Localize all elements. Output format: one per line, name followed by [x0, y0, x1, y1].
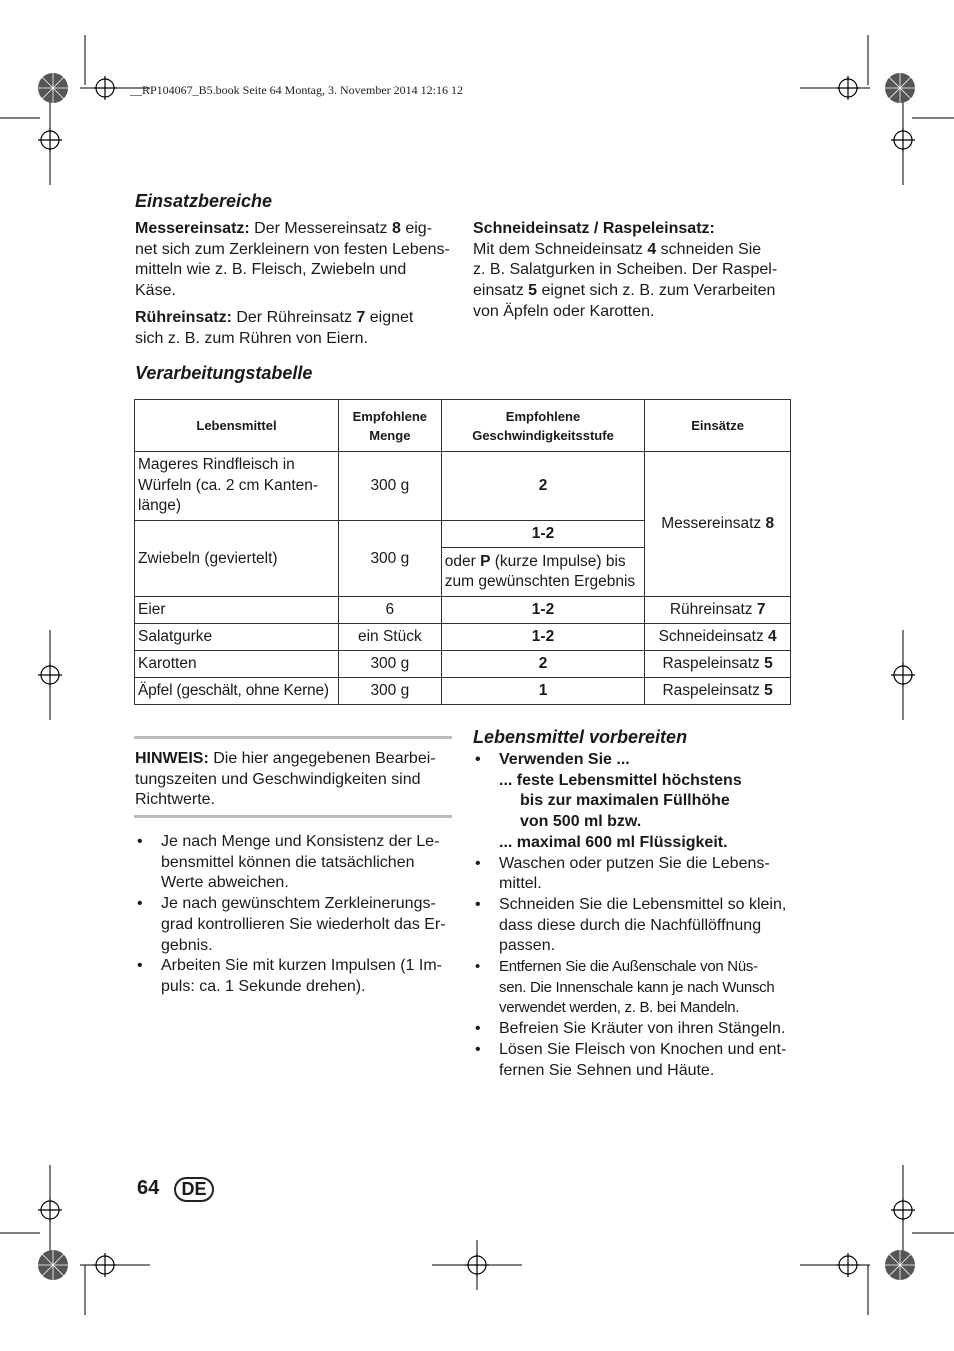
cell-insert [645, 624, 791, 651]
food-line: länge) [138, 497, 182, 515]
header-menge [338, 400, 441, 452]
insert-text: Rühreinsatz [669, 601, 757, 618]
item-line: Schneiden Sie die Lebensmittel so klein, [499, 895, 787, 913]
insert-num: 5 [764, 682, 773, 699]
section-title-einsatzbereiche: Einsatzbereiche [135, 191, 273, 211]
item-line: ... maximal 600 ml Flüssigkeit. [499, 833, 728, 851]
item-line: sen. Die Innenschale kann je nach Wunsch [499, 978, 775, 996]
item-line: dass diese durch die Nachfüllöffnung [499, 916, 762, 934]
table-row [135, 624, 791, 651]
bullet: • [475, 751, 481, 768]
ruehr-line: sich z. B. zum Rühren von Eiern. [135, 329, 368, 347]
cell-food: Äpfel (geschält, ohne Kerne) [135, 678, 339, 705]
cell-qty: 300 g [338, 678, 441, 705]
processing-table [134, 399, 791, 705]
cell-speed: 2 [441, 452, 645, 521]
cell-food: Salatgurke [135, 624, 339, 651]
item-line: bensmittel können die tatsächlichen [161, 853, 415, 871]
item-line: fernen Sie Sehnen und Häute. [499, 1061, 715, 1079]
item-line: Verwenden Sie ... [499, 751, 630, 768]
schneid-text: schneiden Sie [656, 240, 762, 258]
cell-qty: 300 g [338, 521, 441, 597]
messer-label: Messereinsatz: [135, 220, 250, 237]
list-item [135, 894, 455, 956]
schneid-num: 4 [647, 240, 657, 258]
cell-qty: 6 [338, 597, 441, 624]
schneid-text: eignet sich z. B. zum Verarbeiten [537, 282, 776, 300]
item-line: gebnis. [161, 936, 213, 954]
list-item [473, 895, 793, 957]
bullet: • [137, 833, 143, 850]
alt-text: oder [444, 552, 481, 570]
item-line: von 500 ml bzw. [520, 813, 642, 831]
hinweis-top-rule [134, 736, 452, 739]
table-row [135, 452, 791, 521]
cell-speed: 1-2 [441, 597, 645, 624]
cell-insert [645, 651, 791, 678]
section-title-verarbeitungstabelle: Verarbeitungstabelle [135, 363, 313, 383]
insert-num: 7 [756, 601, 766, 618]
list-item [473, 1019, 793, 1040]
header-line: Empfohlene [505, 408, 581, 424]
list-item [473, 957, 793, 1019]
list-item [473, 854, 793, 895]
schneid-line: von Äpfeln oder Karotten. [473, 302, 655, 320]
insert-text: Raspeleinsatz [662, 682, 765, 699]
hinweis-label: HINWEIS: [135, 750, 209, 767]
cell-food: Eier [135, 597, 339, 624]
alt-text: (kurze Impulse) bis [490, 552, 626, 570]
table-row [135, 651, 791, 678]
hinweis-note [135, 749, 455, 811]
item-line: Arbeiten Sie mit kurzen Impulsen (1 Im- [161, 957, 442, 975]
schneid-text: einsatz [473, 282, 529, 300]
header-lebensmittel: Lebensmittel [135, 400, 339, 452]
food-line: Würfeln (ca. 2 cm Kanten- [138, 476, 319, 494]
prep-bullet-list [473, 750, 793, 1081]
table-row [135, 678, 791, 705]
item-line: Waschen oder putzen Sie die Lebens- [499, 854, 770, 872]
ruehreinsatz-paragraph [135, 308, 455, 349]
schneid-line: z. B. Salatgurken in Scheiben. Der Raspel- [473, 261, 778, 279]
cell-speed: 2 [441, 651, 645, 678]
schneid-label: Schneideinsatz / Raspeleinsatz: [473, 220, 715, 237]
messer-text-end: eig- [400, 220, 433, 237]
insert-text: Schneideinsatz [658, 628, 769, 645]
alt-line: zum gewünschten Ergebnis [444, 573, 636, 590]
schneideinsatz-paragraph [473, 219, 793, 323]
item-line: Lösen Sie Fleisch von Knochen und ent- [499, 1040, 787, 1058]
header-line: Empfohlene [352, 408, 428, 424]
item-line: bis zur maximalen Füllhöhe [520, 792, 730, 810]
bullet: • [475, 895, 481, 913]
cell-insert [645, 452, 791, 597]
cell-qty: ein Stück [338, 624, 441, 651]
item-line: Je nach Menge und Konsistenz der Le- [161, 833, 440, 850]
hinweis-line: Richtwerte. [135, 791, 216, 809]
cell-speed-alt [441, 548, 645, 597]
insert-text: Raspeleinsatz [662, 655, 765, 672]
list-item [473, 750, 793, 854]
item-line: puls: ca. 1 Sekunde drehen). [161, 977, 366, 995]
messer-text: Der Messereinsatz [249, 220, 392, 237]
messer-num: 8 [391, 220, 401, 237]
alt-p: P [480, 552, 491, 570]
bullet: • [475, 958, 480, 976]
item-line: verwendet werden, z. B. bei Mandeln. [499, 999, 740, 1017]
messer-line: Käse. [135, 282, 176, 300]
cell-food [135, 452, 339, 521]
print-header: __RP104067_B5.book Seite 64 Montag, 3. November 2014 12:16 12 [130, 83, 463, 97]
table-row [135, 597, 791, 624]
messer-line: net sich zum Zerkleinern von festen Lebens- [135, 240, 450, 258]
page-number: 64 [137, 1177, 160, 1199]
insert-text: Messereinsatz [661, 515, 766, 532]
insert-num: 8 [765, 515, 775, 532]
messer-line: mitteln wie z. B. Fleisch, Zwiebeln und [135, 261, 407, 279]
raspel-num: 5 [528, 282, 538, 300]
cell-food: Zwiebeln (geviertelt) [135, 521, 339, 597]
insert-num: 5 [764, 655, 773, 672]
cell-speed: 1-2 [441, 624, 645, 651]
ruehr-text: Der Rühreinsatz [231, 309, 357, 326]
hinweis-line: tungszeiten und Geschwindigkeiten sind [135, 770, 421, 788]
section-title-vorbereiten: Lebensmittel vorbereiten [473, 727, 688, 747]
cell-speed: 1 [441, 678, 645, 705]
ruehr-num: 7 [356, 309, 366, 326]
item-line: ... feste Lebensmittel höchstens [499, 771, 742, 789]
header-einsaetze: Einsätze [645, 400, 791, 452]
list-item [135, 832, 455, 894]
item-line: Entfernen Sie die Außenschale von Nüs- [499, 958, 758, 976]
item-line: mittel. [499, 875, 542, 893]
language-badge: DE [174, 1177, 214, 1202]
header-stufe [441, 400, 645, 452]
hinweis-text: Die hier angegebenen Bearbei- [208, 750, 436, 767]
cell-insert [645, 678, 791, 705]
left-bullet-list [135, 832, 455, 998]
item-line: Werte abweichen. [161, 874, 289, 892]
cell-qty: 300 g [338, 651, 441, 678]
insert-num: 4 [768, 628, 777, 645]
item-line: passen. [499, 937, 556, 955]
header-line: Geschwindigkeitsstufe [472, 427, 614, 443]
cell-food: Karotten [135, 651, 339, 678]
schneid-text: Mit dem Schneideinsatz [473, 240, 648, 258]
item-line: Je nach gewünschtem Zerkleinerungs- [161, 895, 436, 913]
ruehr-text-end: eignet [365, 309, 414, 326]
bullet: • [137, 957, 143, 975]
ruehr-label: Rühreinsatz: [135, 309, 232, 326]
hinweis-bottom-rule [134, 815, 452, 818]
item-line: Befreien Sie Kräuter von ihren Stängeln. [499, 1020, 786, 1038]
item-line: grad kontrollieren Sie wiederholt das Er- [161, 915, 446, 933]
table-header-row [135, 400, 791, 452]
list-item [135, 956, 455, 997]
cell-insert [645, 597, 791, 624]
bullet: • [475, 854, 481, 872]
bullet: • [137, 895, 143, 913]
cell-speed: 1-2 [441, 521, 645, 548]
header-line: Menge [369, 427, 411, 443]
list-item [473, 1040, 793, 1081]
messereinsatz-paragraph [135, 219, 455, 302]
food-line: Mageres Rindfleisch in [138, 456, 295, 474]
cell-qty: 300 g [338, 452, 441, 521]
bullet: • [475, 1020, 481, 1038]
bullet: • [475, 1040, 481, 1058]
